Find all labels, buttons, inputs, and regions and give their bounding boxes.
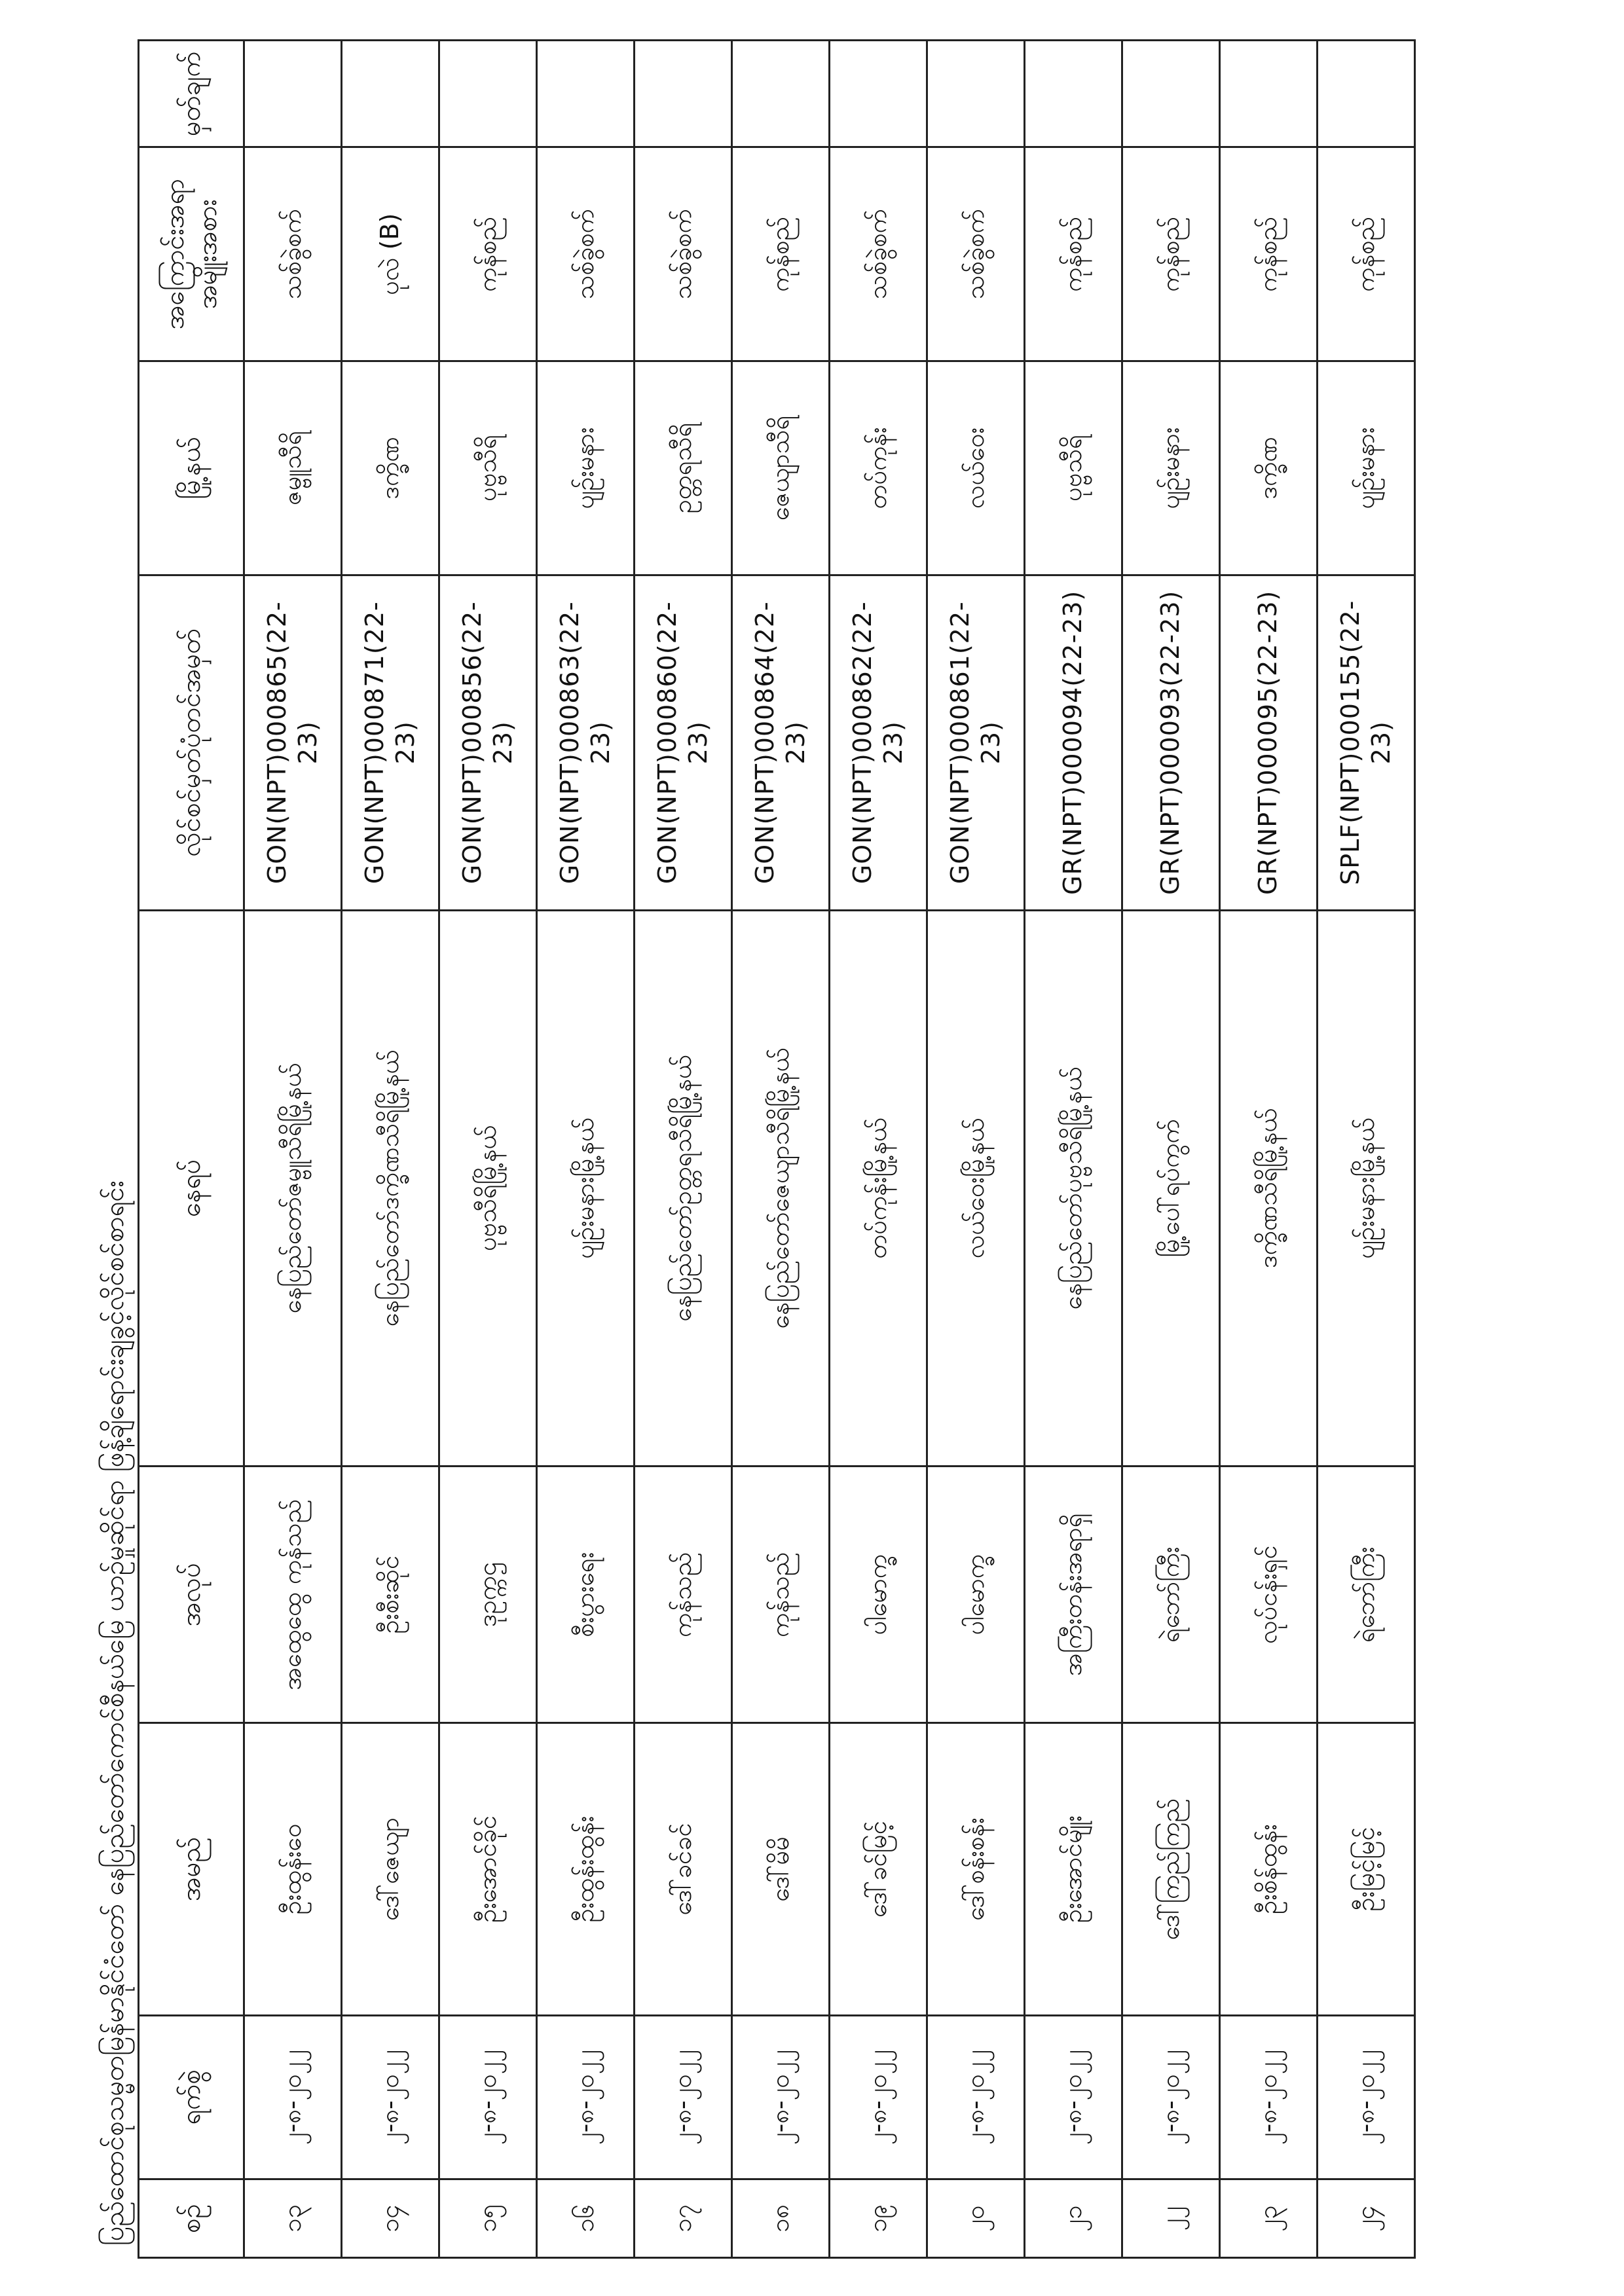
row-job: ရဲဘော်ကြီး [1122,1467,1220,1723]
row-registration: GR(NPT)000093(22-23) [1122,575,1220,910]
row-remark [927,41,1025,147]
header-township: မြို့နယ် [139,361,244,575]
row-registration: GON(NPT)000864(22-23) [732,575,830,910]
row-name: ဦးထွန်းဝေ [244,1723,342,2016]
row-township: ပျဉ်းမနား [537,361,635,575]
row-remark [537,41,635,147]
row-remark [732,41,830,147]
row-remark [439,41,537,147]
row-address: လယ်ဝေးမြို့နယ် [927,910,1025,1466]
row-number: ၁၈ [732,2179,830,2258]
row-job: လုပ်ငန်းရှင် [1220,1467,1318,1723]
row-name: ဒေါ်ခင်မြင့် [830,1723,927,2016]
row-date: ၂-၈-၂၀၂၂ [635,2015,732,2179]
row-name: ဒေါ်မိမိ [732,1723,830,2016]
row-category: ကုန်စည် [732,147,830,361]
row-date: ၂-၈-၂၀၂၂ [1318,2015,1415,2179]
row-category: ကုန်စည် [1318,147,1415,361]
row-registration: GON(NPT)000863(22-23) [537,575,635,910]
row-registration: GR(NPT)000095(22-23) [1220,575,1318,910]
table-row [1122,41,1220,2258]
table-row [244,41,342,2258]
row-township: လယ်ဝေး [927,361,1025,575]
row-address: နေပြည်တော်ပုဗ္ဗသီရိမြို့နယ် [1025,910,1122,1466]
row-category: ပုလဲ (B) [342,147,439,361]
row-registration: SPLF(NPT)000155(22-23) [1318,575,1415,910]
header-name: အမည် [139,1723,244,2016]
row-number: ၂၁ [1025,2179,1122,2258]
row-date: ၂-၈-၂၀၂၂ [1025,2015,1122,2179]
row-category: ကုန်စည် [1220,147,1318,361]
row-name: ဒေါ်စန်းစန်း [927,1723,1025,2016]
table-row [1318,41,1415,2258]
row-job: ပါမောက္ခ [927,1467,1025,1723]
header-category: အကြောင်းအရာ အမျိုးအစား [139,147,244,361]
row-registration: GON(NPT)000862(22-23) [830,575,927,910]
row-address: နေပြည်တော်ဒက္ခိဏသီရိမြို့နယ် [342,910,439,1466]
row-township: ဒက္ခိဏ [342,361,439,575]
row-job: အထွေထွေ ကုန်သည် [244,1467,342,1723]
row-address: မြို့ပေါ်ရပ်ကွက် [1122,910,1220,1466]
header-job: အလုပ် [139,1467,244,1723]
row-remark [1122,41,1220,147]
row-remark [830,41,927,147]
row-date: ၂-၈-၂၀၂၂ [732,2015,830,2179]
rotated-sheet [92,39,1480,2259]
row-number: ၁၉ [830,2179,927,2258]
row-number: ၁၅ [439,2179,537,2258]
row-job: အကြီးတန်းအရာရှိ [1025,1467,1122,1723]
row-name: ဦးမြင့်မြင့် [1318,1723,1415,2016]
table-row [732,41,830,2258]
row-category: ကုန်စည် [1025,147,1122,361]
row-remark [635,41,732,147]
table-row [927,41,1025,2258]
row-job: ရဲဘော်ကြီး [1318,1467,1415,1723]
row-name: ဒေါ်ကြည်ကြည် [1122,1723,1220,2016]
row-date: ၂-၈-၂၀၂၂ [537,2015,635,2179]
row-address: နေပြည်တော်ဥတ္တရသီရိမြို့နယ် [635,910,732,1466]
row-date: ၂-၈-၂၀၂၂ [1122,2015,1220,2179]
row-category: သစ်ခွဲစက် [635,147,732,361]
row-address: ဒက္ခိဏသီရိမြို့နယ် [1220,910,1318,1466]
table-row [830,41,927,2258]
row-name: ဦးထွန်းထွန်း [537,1723,635,2016]
row-remark [244,41,342,147]
row-name: ဦးစိန်ထွန်း [1220,1723,1318,2016]
row-township: ပုဗ္ဗသီရိ [1025,361,1122,575]
row-township: ဇမ္ဗူသီရိ [244,361,342,575]
document-title: ပြည်ထောင်စုသမ္မတမြန်မာနိုင်ငံတော် နေပြည်တော်ကောင်စီနယ်မြေ ယာဉ်မှုဆိုင်ရာ ဖြန့်ချိရောင်းချခွင့်လိုင်စင်စာရင်း [100,1180,130,2246]
row-job: ကုန်သည် [732,1467,830,1723]
row-address: ပျဉ်းမနားမြို့နယ် [1318,910,1415,1466]
row-number: ၁၃ [244,2179,342,2258]
row-date: ၂-၈-၂၀၂၂ [244,2015,342,2179]
header-date: ရက်စွဲ [139,2015,244,2179]
row-registration: GON(NPT)000861(22-23) [927,575,1025,910]
row-job: ပါမောက္ခ [830,1467,927,1723]
row-job: ဒုဥက္ကဌ [439,1467,537,1723]
row-number: ၁၆ [537,2179,635,2258]
row-date: ၂-၈-၂၀၂၂ [1220,2015,1318,2179]
row-number: ၂၀ [927,2179,1025,2258]
table-row [635,41,732,2258]
row-registration: GR(NPT)000094(22-23) [1025,575,1122,910]
row-remark [1025,41,1122,147]
row-township: ဒက္ခိဏ [1220,361,1318,575]
row-address: ပုဗ္ဗသီရိမြို့နယ် [439,910,537,1466]
table-row [342,41,439,2258]
row-name: ဒေါ်ဇေယျာ [342,1723,439,2016]
header-row [139,41,244,2258]
row-job: ဦးစီးဆိုင် [342,1467,439,1723]
header-remark: မှတ်ချက် [139,41,244,147]
row-registration: GON(NPT)000871(22-23) [342,575,439,910]
table-row [537,41,635,2258]
row-category: ကုန်စည် [439,147,537,361]
table-row [1025,41,1122,2258]
row-date: ၂-၈-၂၀၂၂ [927,2015,1025,2179]
license-table [138,39,1416,2259]
header-address: နေရပ် [139,910,244,1466]
row-township: ဇေယျာသီရိ [732,361,830,575]
row-number: ၂၂ [1122,2179,1220,2258]
row-remark [1220,41,1318,147]
row-address: နေပြည်တော်ဇေယျာသီရိမြို့နယ် [732,910,830,1466]
table-row [439,41,537,2258]
row-number: ၂၃ [1220,2179,1318,2258]
row-address: နေပြည်တော်ဇမ္ဗူသီရိမြို့နယ် [244,910,342,1466]
row-date: ၂-၈-၂၀၂၂ [342,2015,439,2179]
row-township: ဥတ္တရသီရိ [635,361,732,575]
row-address: တပ်ကုန်းမြို့နယ် [830,910,927,1466]
row-township: ပျဉ်းမနား [1122,361,1220,575]
header-no: စဉ် [139,2179,244,2258]
row-township: ပုဗ္ဗသီရိ [439,361,537,575]
row-registration: GON(NPT)000856(22-23) [439,575,537,910]
row-category: သစ်ခွဲစက် [830,147,927,361]
row-date: ၂-၈-၂၀၂၂ [830,2015,927,2179]
header-registration: လိုင်စင်မှတ်ပုံတင်အမှတ် [139,575,244,910]
row-remark [1318,41,1415,147]
row-township: ပျဉ်းမနား [1318,361,1415,575]
row-registration: GON(NPT)000860(22-23) [635,575,732,910]
table-row [1220,41,1318,2258]
row-job: ကုန်သည် [635,1467,732,1723]
row-job: စီးပွားရေး [537,1467,635,1723]
row-name: ဦးအောင်မျိုး [1025,1723,1122,2016]
row-remark [342,41,439,147]
row-category: သစ်ခွဲစက် [244,147,342,361]
row-category: သစ်ခွဲစက် [927,147,1025,361]
row-name: ဒေါ်ခင်ခင် [635,1723,732,2016]
row-category: ကုန်စည် [1122,147,1220,361]
row-category: သစ်ခွဲစက် [537,147,635,361]
row-township: တပ်ကုန်း [830,361,927,575]
row-registration: GON(NPT)000865(22-23) [244,575,342,910]
row-address: ပျဉ်းမနားမြို့နယ် [537,910,635,1466]
row-name: ဦးအောင်ခိုင် [439,1723,537,2016]
row-number: ၂၄ [1318,2179,1415,2258]
row-number: ၁၄ [342,2179,439,2258]
row-number: ၁၇ [635,2179,732,2258]
row-date: ၂-၈-၂၀၂၂ [439,2015,537,2179]
